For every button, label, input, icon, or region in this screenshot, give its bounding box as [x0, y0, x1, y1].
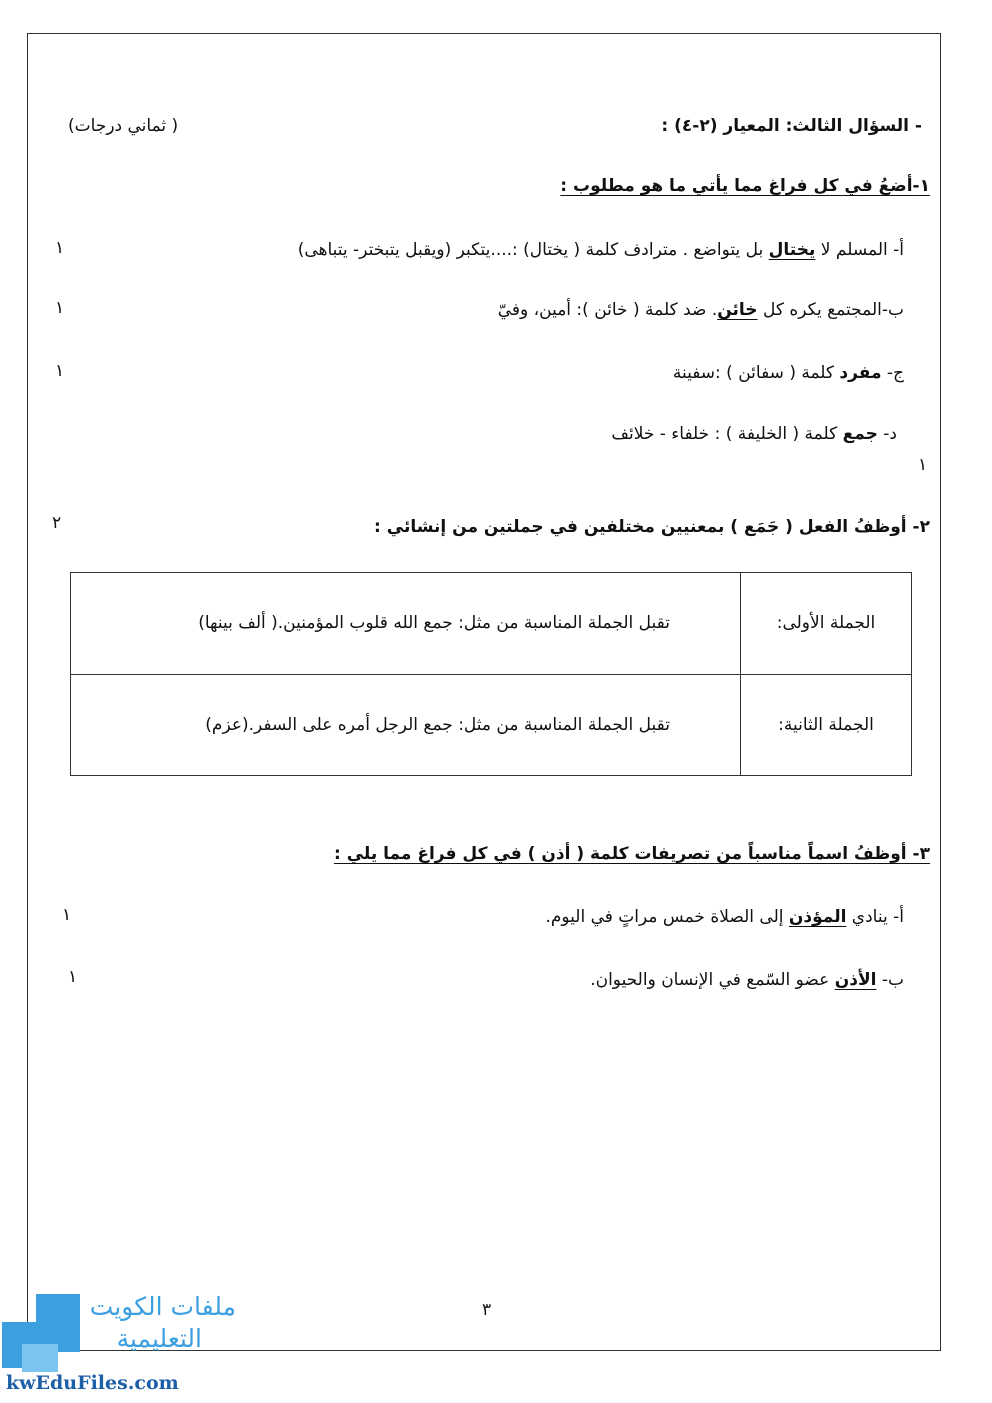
q2-prompt: ٢- أوظفُ الفعل ( جَمَع ) بمعنيين مختلفين في جملتين من إنشائي :: [374, 517, 930, 537]
site-logo: [0, 1290, 250, 1400]
q1-item-a: أ- المسلم لا يختال بل يتواضع . مترادف كلمة ( يختال) :....يتكبر (ويقبل يتبختر- يتباهى): [297, 240, 904, 260]
row-label: الجملة الثانية:: [741, 674, 912, 776]
mark-q1-a: ١: [55, 238, 65, 258]
row-answer: تقبل الجملة المناسبة من مثل: جمع الرجل أمره على السفر.(عزم): [71, 674, 741, 776]
page-number: ٣: [482, 1300, 492, 1320]
logo-subtitle: التعليمية: [116, 1324, 202, 1353]
mark-q3-b: ١: [68, 967, 78, 987]
row-answer: تقبل الجملة المناسبة من مثل: جمع الله قلوب المؤمنين.( ألف بينها): [71, 573, 741, 675]
logo-title: ملفات الكويت: [89, 1292, 236, 1321]
q1-prompt: ١-أضعُ في كل فراغ مما يأتي ما هو مطلوب :: [560, 176, 930, 196]
row-label: الجملة الأولى:: [741, 573, 912, 675]
mark-q3-a: ١: [62, 905, 72, 925]
mark-q1-d: ١: [918, 455, 928, 475]
section-title: - السؤال الثالث: المعيار (٢-٤) :: [661, 116, 922, 136]
mark-q1-b: ١: [55, 298, 65, 318]
q3-prompt: ٣- أوظفُ اسماً مناسباً من تصريفات كلمة ( أذن ) في كل فراغ مما يلي :: [333, 844, 930, 864]
q1-item-d: د- جمع كلمة ( الخليفة ) : خلفاء - خلائف: [611, 424, 897, 444]
table-row: [71, 573, 912, 675]
logo-url: kwEduFiles.com: [6, 1372, 179, 1394]
mark-q1-c: ١: [55, 361, 65, 381]
table-row: [71, 674, 912, 776]
mark-q2: ٢: [52, 513, 62, 533]
puzzle-logo-icon: [2, 1294, 92, 1374]
q3-item-a: أ- ينادي المؤذن إلى الصلاة خمس مراتٍ في اليوم.: [545, 907, 904, 927]
q3-item-b: ب- الأذن عضو السّمع في الإنسان والحيوان.: [590, 970, 904, 990]
grade-note: ( ثماني درجات): [68, 116, 179, 136]
q1-item-b: ب-المجتمع يكره كل خائن. ضد كلمة ( خائن ): أمين، وفيّ: [497, 300, 904, 320]
q1-item-c: ج- مفرد كلمة ( سفائن ) :سفينة: [672, 363, 904, 383]
sentences-table: [70, 572, 912, 776]
